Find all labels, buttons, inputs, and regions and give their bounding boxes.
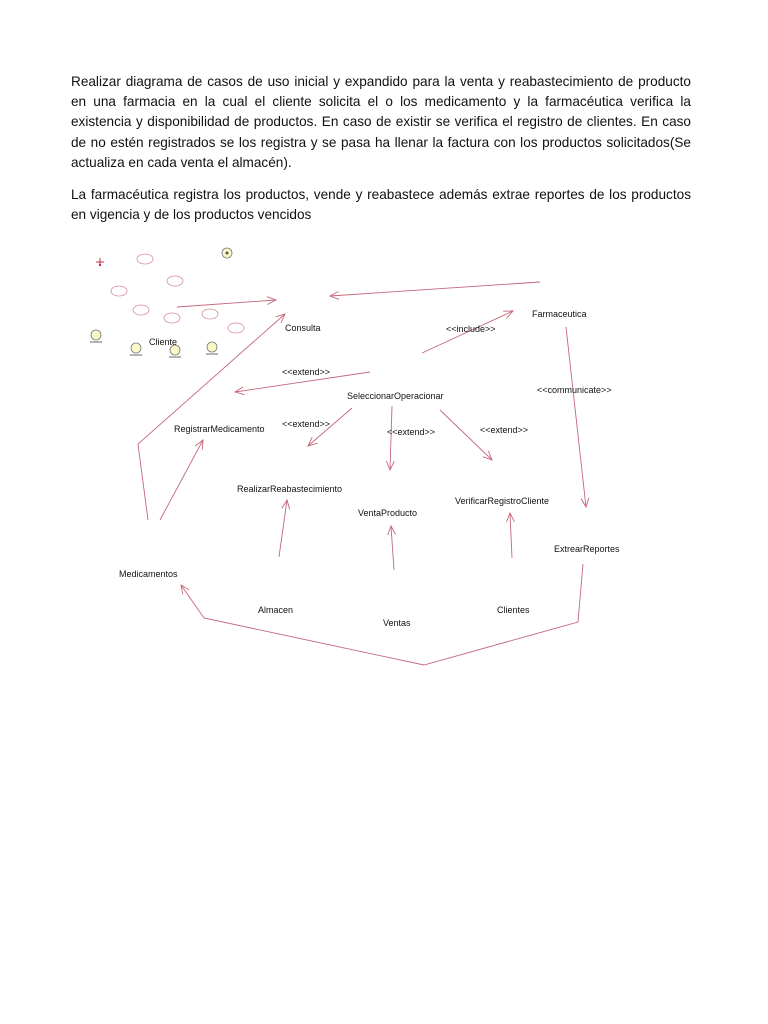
label-clientes: Clientes: [497, 605, 530, 615]
label-venta-producto: VentaProducto: [358, 508, 418, 518]
actor-icon: [131, 343, 141, 353]
label-ventas: Ventas: [383, 618, 411, 628]
edge-ventas-venta: [391, 526, 394, 570]
node-labels: [119, 309, 620, 628]
paragraph-requirements: La farmacéutica registra los productos, vende y reabastece además extrae reportes de los productos en vigencia y de los productos vencidos: [71, 187, 691, 223]
label-almacen: Almacen: [258, 605, 294, 615]
stereotype-extend-mid: <<extend>>: [387, 427, 436, 437]
cross-icon: [96, 258, 104, 266]
label-medicamentos: Medicamentos: [119, 569, 178, 579]
ellipse-shape: [202, 309, 218, 319]
stereotype-include: <<include>>: [446, 324, 496, 334]
stereotype-extend-right: <<extend>>: [480, 425, 529, 435]
stereotype-extend-left: <<extend>>: [282, 419, 331, 429]
ellipse-shape: [167, 276, 183, 286]
label-seleccionar-operacionar: SeleccionarOperacionar: [347, 391, 444, 401]
ellipse-shape: [137, 254, 153, 264]
ellipse-shape: [133, 305, 149, 315]
actor-icon-top: [222, 248, 232, 258]
label-verificar-registro-cliente: VerificarRegistroCliente: [455, 496, 550, 506]
edge-medicamentos-registrar: [160, 440, 203, 520]
label-consulta: Consulta: [285, 323, 321, 333]
edge-extend-mid: [390, 406, 392, 470]
edge-clientes-verificar: [510, 513, 512, 558]
label-realizar-reabastecimiento: RealizarReabastecimiento: [237, 484, 343, 494]
label-registrar-medicamento: RegistrarMedicamento: [174, 424, 265, 434]
ellipse-shape: [164, 313, 180, 323]
label-cliente: Cliente: [149, 337, 178, 347]
stereotype-extend-top: <<extend>>: [282, 367, 331, 377]
edge-communicate: [566, 327, 586, 507]
label-extrear-reportes: ExtrearReportes: [554, 544, 620, 554]
stereotype-labels: [282, 324, 612, 437]
edge-extend-right: [440, 410, 492, 460]
paragraph-instructions: Realizar diagrama de casos de uso inicial y expandido para la venta y reabastecimiento de producto en una farmacia en la cual el cliente solicita el o los medicamento y la farmacéutica verifica la existencia y disponibilidad de productos. En caso de existir se verifica el registro de clientes. En caso de no estén registrados se los registra y se pasa ha llenar la factura con los productos solicitados(Se actualiza en cada venta el almacén).: [71, 74, 691, 170]
stereotype-communicate: <<communicate>>: [537, 385, 612, 395]
edge-almacen-reabastecimiento: [279, 500, 287, 557]
actor-icon: [91, 330, 101, 340]
edge-farmaceutica-consulta: [330, 282, 540, 296]
ellipse-shape: [228, 323, 244, 333]
label-farmaceutica: Farmaceutica: [532, 309, 587, 319]
actor-icon: [207, 342, 217, 352]
ellipse-cluster: [111, 254, 244, 333]
edge-cliente-consulta: [177, 300, 276, 307]
ellipse-shape: [111, 286, 127, 296]
